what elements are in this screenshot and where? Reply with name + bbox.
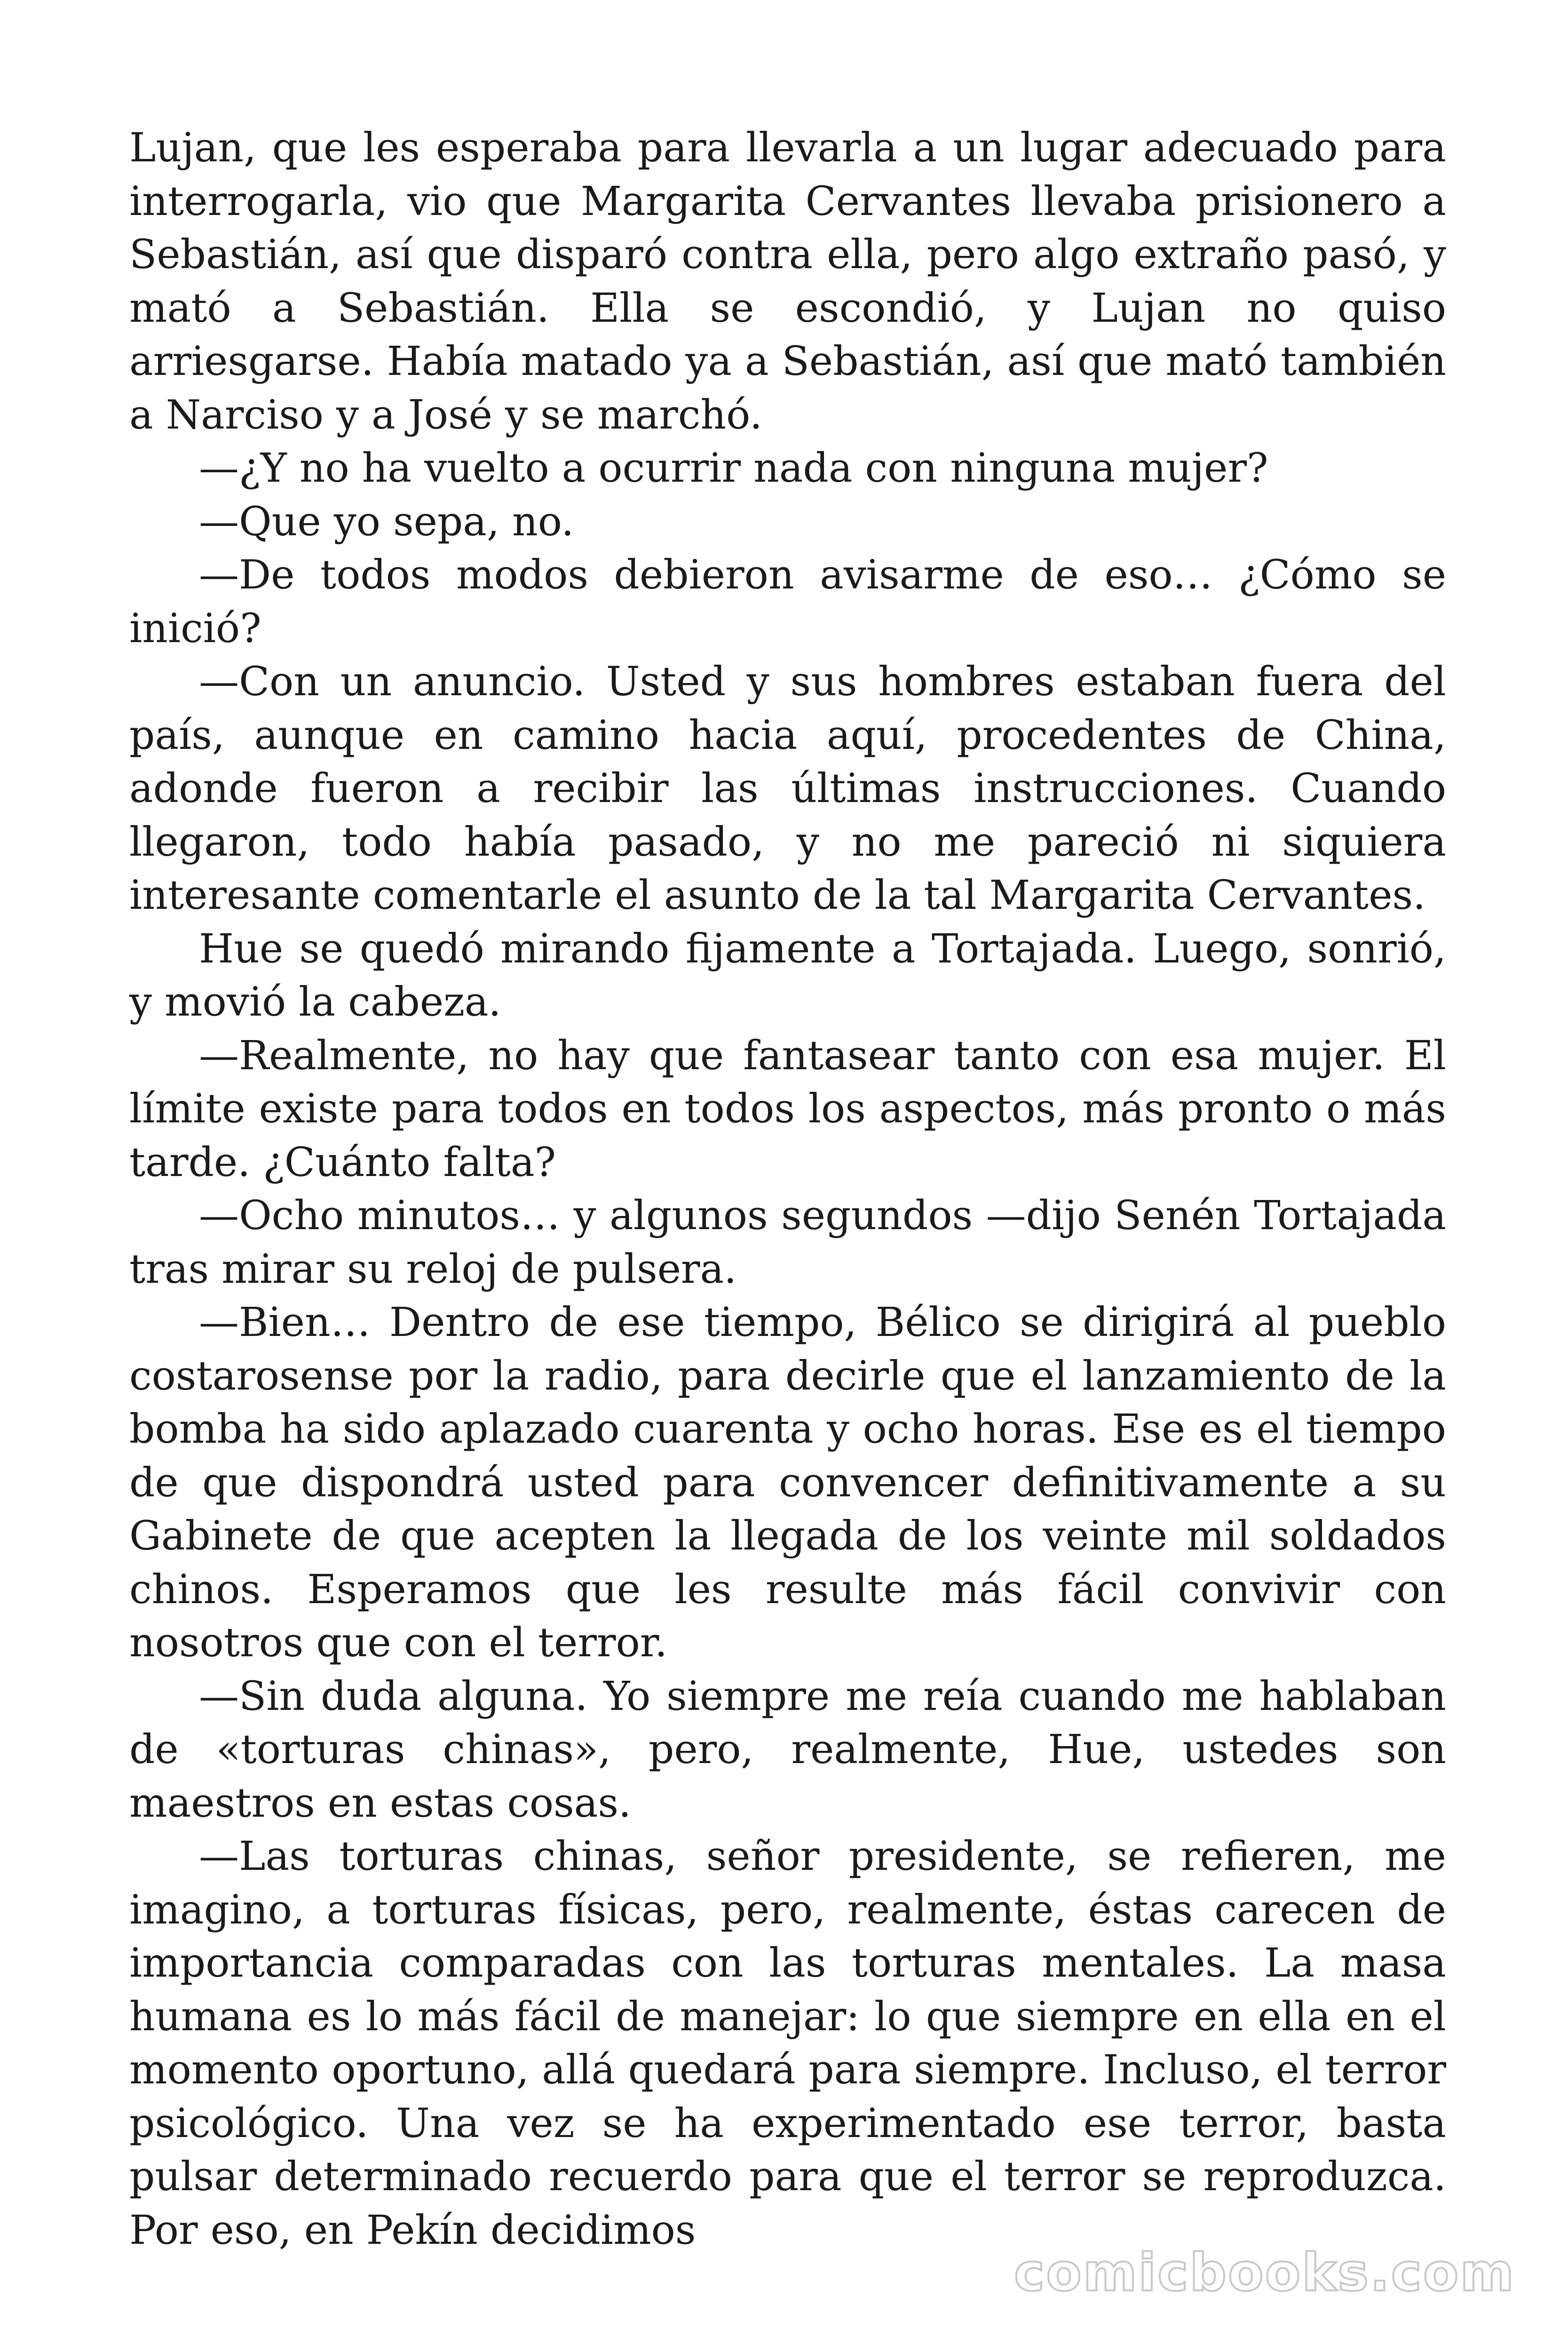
paragraph: —Con un anuncio. Usted y sus hombres estaban fuera del país, aunque en camino hacia aquí, procedentes de China, adonde fueron a recibir las últimas instrucciones. Cuando llegaron, todo había pasado, y no me pareció ni siquiera interesante comentarle el asunto de la tal Margarita Cervantes. — [129, 659, 1446, 919]
paragraph: —Realmente, no hay que fantasear tanto con esa mujer. El límite existe para todos en todos los aspectos, más pronto o más tarde. ¿Cuánto falta? — [129, 1032, 1446, 1186]
paragraph: Lujan, que les esperaba para llevarla a un lugar adecuado para interrogarla, vio que Margarita Cervantes llevaba prisionero a Sebastián, así que disparó contra ella, pero algo extraño pasó, y mató a Sebastián. Ella se escondió, y Lujan no quiso arriesgarse. Había matado ya a Sebastián, así que mató también a Narciso y a José y se marchó. — [129, 125, 1446, 438]
paragraph: —Bien… Dentro de ese tiempo, Bélico se dirigirá al pueblo costarosense por la radio, para decirle que el lanzamiento de la bomba ha sido aplazado cuarenta y ocho horas. Ese es el tiempo de que dispondrá usted para convencer definitivamente a su Gabinete de que acepten la llegada de los veinte mil soldados chinos. Esperamos que les resulte más fácil convivir con nosotros que con el terror. — [129, 1299, 1446, 1666]
paragraph: —De todos modos debieron avisarme de eso… ¿Cómo se inició? — [129, 552, 1446, 652]
paragraph: —Sin duda alguna. Yo siempre me reía cuando me hablaban de «torturas chinas», pero, realmente, Hue, ustedes son maestros en estas cosas. — [129, 1673, 1446, 1827]
paragraph: —Ocho minutos… y algunos segundos —dijo Senén Tortajada tras mirar su reloj de pulsera. — [129, 1192, 1446, 1293]
paragraph: —¿Y no ha vuelto a ocurrir nada con ninguna mujer? — [199, 445, 1268, 492]
paragraph: —Que yo sepa, no. — [199, 498, 574, 545]
paragraph: Hue se quedó mirando fijamente a Tortajada. Luego, sonrió, y movió la cabeza. — [129, 925, 1446, 1025]
book-page-text — [129, 121, 1446, 2257]
watermark: comicbooks.com — [1014, 2242, 1515, 2303]
paragraph: —Las torturas chinas, señor presidente, se refieren, me imagino, a torturas físicas, pero, realmente, éstas carecen de importancia comparadas con las torturas mentales. La masa humana es lo más fácil de manejar: lo que siempre en ella en el momento oportuno, allá quedará para siempre. Incluso, el terror psicológico. Una vez se ha experimentado ese terror, basta pulsar determinado recuerdo para que el terror se reproduzca. Por eso, en Pekín decidimos — [129, 1833, 1446, 2254]
